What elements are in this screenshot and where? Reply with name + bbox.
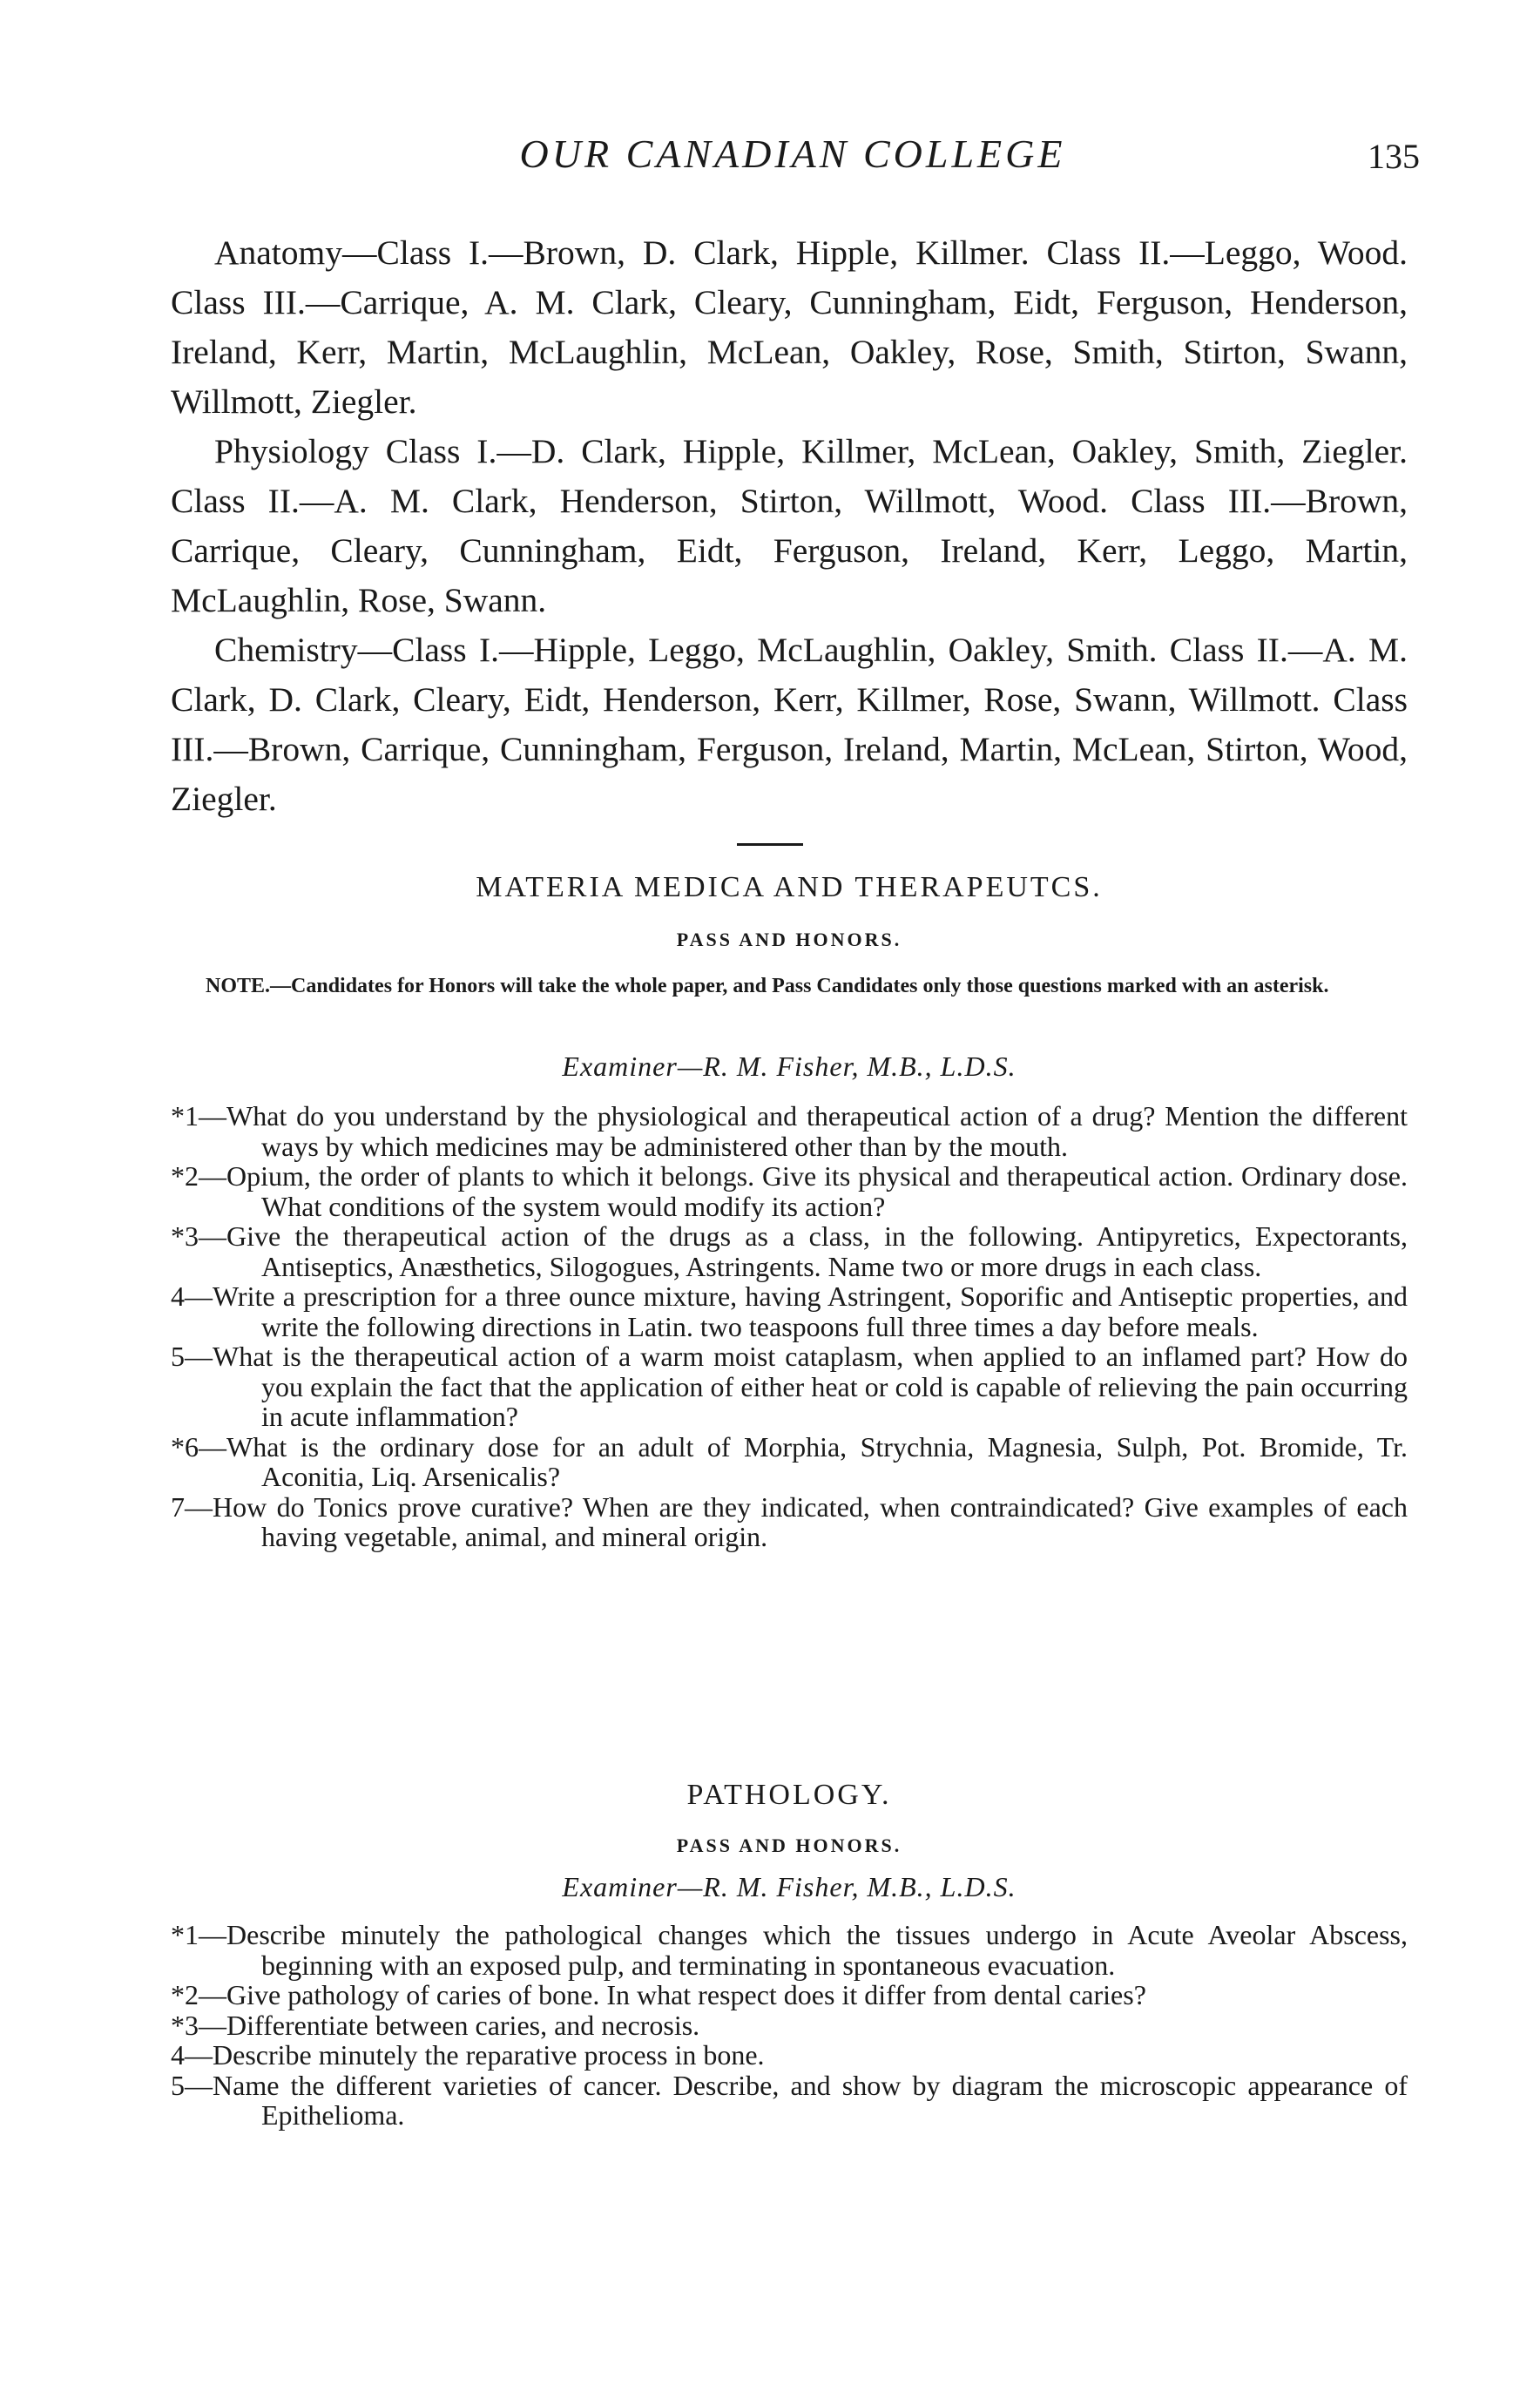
question-6: [171, 1432, 1408, 1492]
materia-medica-title: MATERIA MEDICA AND THERAPEUTCS.: [476, 871, 1103, 903]
question-4: [171, 2040, 1408, 2071]
pathology-title: PATHOLOGY.: [686, 1779, 892, 1811]
pathology-questions: [171, 1920, 1408, 2131]
question-text: Write a prescription for a three ounce mixture, having Astringent, Soporific and Antiseptic properties, and write the following directions in Latin. two teaspoons full three times a day before meals.: [213, 1280, 1408, 1342]
question-number: 7—: [171, 1490, 213, 1523]
question-number: *1—: [171, 1919, 226, 1950]
pathology-subtitle: PASS AND HONORS.: [676, 1834, 902, 1856]
question-text: Give pathology of caries of bone. In what respect does it differ from dental caries?: [226, 1979, 1146, 2010]
question-1: [171, 1101, 1408, 1161]
question-text: Opium, the order of plants to which it belongs. Give its physical and therapeutical action. Ordinary dose. What conditions of the system would modify its action?: [226, 1160, 1408, 1222]
question-3: [171, 2010, 1408, 2041]
question-text: Name the different varieties of cancer. Describe, and show by diagram the microscopic appearance of Epithelioma.: [213, 2069, 1408, 2131]
question-text: Describe minutely the pathological changes which the tissues undergo in Acute Aveolar Abscess, beginning with an exposed pulp, and terminating in spontaneous evacuation.: [226, 1919, 1408, 1981]
question-number: *3—: [171, 1220, 226, 1252]
anatomy-class-list: Anatomy—Class I.—Brown, D. Clark, Hipple, Killmer. Class II.—Leggo, Wood. Class III.—Carrique, A. M. Clark, Cleary, Cunningham, Eidt, Ferguson, Henderson, Ireland, Kerr, Martin, McLaughlin, McLean, Oakley, Rose, Smith, Stirton, Swann, Willmott, Ziegler.: [171, 233, 1408, 421]
candidates-note: NOTE.—Candidates for Honors will take the whole paper, and Pass Candidates only those questions marked with an asterisk.: [206, 975, 1329, 997]
running-head: [165, 131, 1420, 183]
question-5: [171, 1341, 1408, 1432]
question-number: 4—: [171, 2039, 213, 2071]
question-4: [171, 1281, 1408, 1341]
running-title: OUR CANADIAN COLLEGE: [519, 132, 1066, 176]
materia-medica-questions: [171, 1101, 1408, 1552]
question-text: Describe minutely the reparative process in bone.: [213, 2039, 765, 2071]
question-number: *1—: [171, 1100, 226, 1132]
question-number: *3—: [171, 2009, 226, 2041]
materia-medica-subtitle: PASS AND HONORS.: [676, 929, 902, 950]
question-number: 4—: [171, 1280, 213, 1312]
physiology-class-list: Physiology Class I.—D. Clark, Hipple, Killmer, McLean, Oakley, Smith, Ziegler. Class II.—A. M. Clark, Henderson, Stirton, Willmott, Wood. Class III.—Brown, Carrique, Cleary, Cunningham, Eidt, Ferguson, Ireland, Kerr, Leggo, Martin, McLaughlin, Rose, Swann.: [171, 432, 1408, 619]
question-number: *6—: [171, 1430, 226, 1463]
question-7: [171, 1492, 1408, 1552]
question-text: Differentiate between caries, and necrosis.: [226, 2009, 700, 2041]
question-number: *2—: [171, 1979, 226, 2010]
question-number: 5—: [171, 1341, 213, 1372]
question-text: Give the therapeutical action of the drugs as a class, in the following. Antipyretics, Expectorants, Antiseptics, Anæsthetics, Silogogues, Astringents. Name two or more drugs in each class.: [226, 1220, 1408, 1282]
question-3: [171, 1221, 1408, 1281]
question-text: How do Tonics prove curative? When are they indicated, when contraindicated? Give examples of each having vegetable, animal, and mineral origin.: [213, 1490, 1408, 1552]
question-number: *2—: [171, 1160, 226, 1192]
page-number: 135: [1368, 137, 1420, 176]
class-lists: [171, 228, 1408, 824]
chemistry-class-list: Chemistry—Class I.—Hipple, Leggo, McLaughlin, Oakley, Smith. Class II.—A. M. Clark, D. Clark, Cleary, Eidt, Henderson, Kerr, Killmer, Rose, Swann, Willmott. Class III.—Brown, Carrique, Cunningham, Ferguson, Ireland, Martin, McLean, Stirton, Wood, Ziegler.: [171, 631, 1408, 818]
pathology-examiner: Examiner—R. M. Fisher, M.B., L.D.S.: [562, 1871, 1017, 1902]
question-1: [171, 1920, 1408, 1980]
question-2: [171, 1980, 1408, 2010]
question-2: [171, 1161, 1408, 1221]
question-text: What is the ordinary dose for an adult of Morphia, Strychnia, Magnesia, Sulph, Pot. Bromide, Tr. Aconitia, Liq. Arsenicalis?: [226, 1430, 1408, 1492]
materia-medica-examiner: Examiner—R. M. Fisher, M.B., L.D.S.: [562, 1051, 1017, 1082]
question-text: What is the therapeutical action of a warm moist cataplasm, when applied to an inflamed part? How do you explain the fact that the application of either heat or cold is capable of relieving the pain occurring in acute inflammation?: [213, 1341, 1408, 1432]
question-5: [171, 2071, 1408, 2131]
question-number: 5—: [171, 2069, 213, 2101]
section-divider: [737, 843, 803, 846]
question-text: What do you understand by the physiological and therapeutical action of a drug? Mention the different ways by which medicines may be administered other than by the mouth.: [226, 1100, 1408, 1162]
